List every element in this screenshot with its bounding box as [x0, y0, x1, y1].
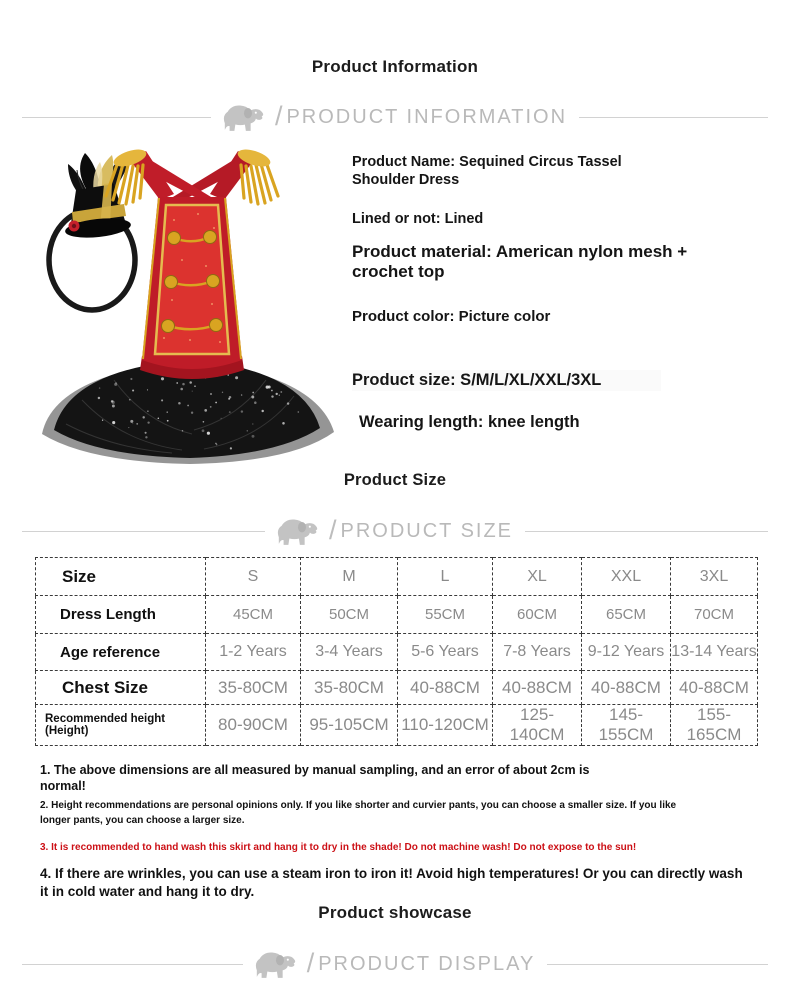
- note-line-3-warning: 3. It is recommended to hand wash this skirt and hang it to dry in the shade! Do not machine wash! Do not expose to the sun!: [40, 841, 637, 853]
- size-notes: [40, 762, 756, 901]
- size-table-header-cell: XL: [493, 558, 582, 596]
- size-table-row: [36, 671, 758, 705]
- product-photo: [22, 142, 344, 467]
- size-table-header-row: [36, 558, 758, 596]
- size-table-cell: 125-140CM: [493, 705, 582, 746]
- size-table-cell: 155-165CM: [671, 705, 758, 746]
- size-table-cell: 70CM: [671, 596, 758, 634]
- product-details: [352, 140, 782, 460]
- section-banner-product-size: [0, 513, 790, 549]
- size-table-cell: 95-105CM: [301, 705, 398, 746]
- size-table-cell: 40-88CM: [582, 671, 671, 705]
- elephant-icon: [221, 101, 265, 134]
- size-table-header-cell: XXL: [582, 558, 671, 596]
- size-table-cell: 40-88CM: [671, 671, 758, 705]
- divider-line: [547, 964, 768, 965]
- product-detail-line: Product size: S/M/L/XL/XXL/3XL: [352, 370, 661, 391]
- divider-line: [22, 531, 265, 532]
- size-table-cell: 60CM: [493, 596, 582, 634]
- size-table-cell: 55CM: [398, 596, 493, 634]
- elephant-icon: [253, 948, 297, 981]
- size-table-cell: 65CM: [582, 596, 671, 634]
- size-table-cell: 40-88CM: [398, 671, 493, 705]
- divider-line: [22, 117, 211, 118]
- product-detail-line: Lined or not: Lined: [352, 211, 484, 227]
- note-line-2: 2. Height recommendations are personal opinions only. If you like shorter and curvier pants, you can choose a smaller size. If you like longer pants, you can choose a larger size.: [40, 799, 677, 826]
- slash-separator: /: [306, 947, 315, 978]
- product-information-title: Product Information: [311, 57, 479, 76]
- divider-line: [525, 531, 768, 532]
- note-line-4: 4. If there are wrinkles, you can use a steam iron to iron it! Avoid high temperatures! Or you can directly wash it in cold water and hang it to dry.: [40, 865, 743, 899]
- size-table-row: [36, 596, 758, 634]
- dress-illustration: [22, 142, 344, 467]
- size-table-header-cell: S: [206, 558, 301, 596]
- product-size-title: Product Size: [343, 471, 447, 489]
- size-table-cell: 40-88CM: [493, 671, 582, 705]
- banner-label-product-information: PRODUCT INFORMATION: [286, 105, 568, 128]
- size-table-header-cell: Size: [36, 558, 206, 596]
- product-detail-line: Product material: American nylon mesh + crochet top: [352, 242, 688, 282]
- slash-separator: /: [328, 514, 337, 545]
- size-table-cell: 145-155CM: [582, 705, 671, 746]
- size-table-cell: 5-6 Years: [398, 634, 493, 671]
- size-table-cell: 80-90CM: [206, 705, 301, 746]
- size-table-header-cell: 3XL: [671, 558, 758, 596]
- divider-line: [579, 117, 768, 118]
- product-detail-line: Product color: Picture color: [352, 308, 551, 325]
- size-table-cell: 110-120CM: [398, 705, 493, 746]
- size-table-row-label: Age reference: [36, 634, 206, 671]
- banner-label-product-display: PRODUCT DISPLAY: [318, 952, 536, 975]
- size-table-cell: 50CM: [301, 596, 398, 634]
- divider-line: [22, 964, 243, 965]
- size-table-row: [36, 705, 758, 746]
- size-table-row-label: Recommended height (Height): [36, 705, 206, 746]
- section-banner-product-information: [0, 99, 790, 135]
- size-table: [35, 557, 758, 746]
- banner-label-product-size: PRODUCT SIZE: [340, 519, 514, 542]
- size-table-cell: 1-2 Years: [206, 634, 301, 671]
- slash-separator: /: [274, 100, 283, 131]
- size-table-row-label: Dress Length: [36, 596, 206, 634]
- product-showcase-title: Product showcase: [318, 903, 472, 922]
- product-detail-line: Wearing length: knee length: [359, 413, 580, 431]
- product-detail-line: Product Name: Sequined Circus Tassel Shoulder Dress: [352, 154, 622, 189]
- size-table-cell: 35-80CM: [206, 671, 301, 705]
- elephant-icon: [275, 515, 319, 548]
- size-table-row-label: Chest Size: [36, 671, 206, 705]
- size-table-cell: 45CM: [206, 596, 301, 634]
- size-table-header-cell: M: [301, 558, 398, 596]
- note-line-1: 1. The above dimensions are all measured by manual sampling, and an error of about 2cm is normal!: [40, 763, 590, 794]
- size-table-cell: 3-4 Years: [301, 634, 398, 671]
- size-table-cell: 35-80CM: [301, 671, 398, 705]
- size-table-cell: 9-12 Years: [582, 634, 671, 671]
- size-table-row: [36, 634, 758, 671]
- size-table-cell: 13-14 Years: [671, 634, 758, 671]
- size-table-cell: 7-8 Years: [493, 634, 582, 671]
- section-banner-product-display: [0, 946, 790, 982]
- size-table-header-cell: L: [398, 558, 493, 596]
